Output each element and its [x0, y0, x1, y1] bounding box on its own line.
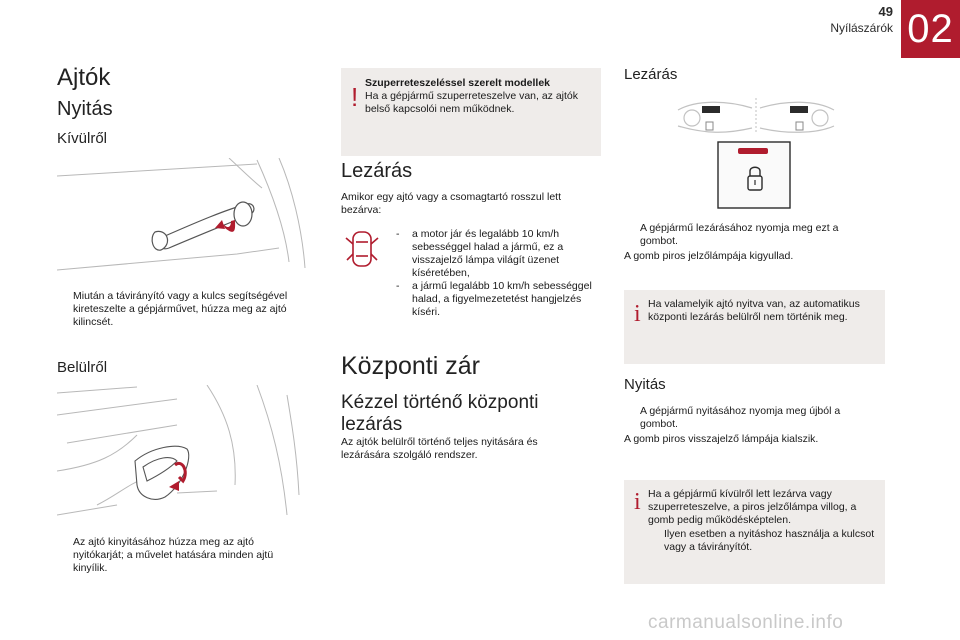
inside-bullet: [57, 536, 307, 575]
outside-handle-illustration: [57, 158, 307, 276]
bullet-icon: [624, 405, 634, 431]
bullet-icon: [57, 536, 67, 575]
watermark: carmanualsonline.info: [648, 612, 844, 633]
lock-condition-1: a motor jár és legalább 10 km/h sebességgel halad a jármű, ez a visszajelző lámpa világít üzenet kíséretében,: [412, 228, 564, 279]
info-icon: i: [634, 489, 641, 515]
inside-handle-illustration: [57, 385, 307, 520]
superlock-note-box: [341, 68, 601, 156]
bullet-icon: [57, 290, 67, 329]
lock-intro: Amikor egy ajtó vagy a csomagtartó rosszul lett bezárva:: [341, 191, 562, 216]
lock-bullet-text: A gépjármű lezárásához nyomja meg ezt a gombot.: [640, 222, 839, 247]
right-open-heading: Nyitás: [624, 376, 666, 393]
bullet-icon: [624, 222, 634, 248]
info-box-open-door: [624, 290, 885, 364]
info-box-superlock: [624, 480, 885, 584]
manual-lock-heading: Kézzel történő központi lezárás: [341, 392, 539, 435]
outside-bullet-text: Miután a távirányító vagy a kulcs segítségével kireteszelte a gépjárművet, húzza meg az ajtó kilincsét.: [73, 290, 288, 328]
subheading-inside: Belülről: [57, 359, 108, 376]
chapter-tab: 02: [901, 0, 960, 58]
manual-lock-text: Az ajtók belülről történő teljes nyitására és lezárására szolgáló rendszer.: [341, 436, 538, 461]
lock-conditions-list: [396, 228, 596, 319]
bullet-icon: [648, 528, 658, 554]
info-superlock-bullet-text: Ilyen esetben a nyitáshoz használja a kulcsot vagy a távirányítót.: [664, 528, 875, 553]
warning-icon: !: [351, 82, 359, 112]
open-bullet-text: A gépjármű nyitásához nyomja meg újból a gombot.: [640, 405, 841, 430]
lock-result-text: A gomb piros jelzőlámpája kigyullad.: [624, 250, 794, 262]
lock-condition-2: a jármű legalább 10 km/h sebességgel halad, a figyelmezetetést hangjelzés kíséri.: [412, 280, 592, 318]
info-icon: i: [634, 301, 641, 327]
dash-marker: -: [396, 280, 400, 292]
lock-bullet: [624, 222, 874, 248]
section-name: Nyílászárók: [830, 21, 893, 35]
info-superlock-bullet: [648, 528, 878, 554]
central-lock-button-illustration: [676, 96, 836, 211]
open-result-text: A gomb piros visszajelző lámpája kialszik.: [624, 433, 819, 445]
lock-heading: Lezárás: [341, 160, 413, 182]
inside-bullet-text: Az ajtó kinyitásához húzza meg az ajtó nyitókarját; a művelet hatására minden ajtü kinyílik.: [73, 536, 274, 574]
page-title: Ajtók: [57, 64, 111, 91]
note-title: Szuperreteszeléssel szerelt modellek: [365, 77, 551, 89]
info-superlock-text: Ha a gépjármű kívülről lett lezárva vagy szuperreteszelve, a piros jelzőlámpa villog, a gomb pedig működésképtelen.: [648, 488, 857, 526]
info-open-door-text: Ha valamelyik ajtó nyitva van, az automatikus központi lezárás belülről nem történik meg.: [648, 298, 860, 323]
list-item: [396, 228, 596, 280]
section-heading-opening: Nyitás: [57, 98, 113, 120]
list-item: [396, 280, 596, 319]
right-lock-heading: Lezárás: [624, 66, 678, 83]
outside-bullet: [57, 290, 307, 329]
subheading-outside: Kívülről: [57, 130, 108, 147]
note-text: Ha a gépjármű szuperreteszelve van, az ajtók belső kapcsolói nem működnek.: [365, 90, 579, 115]
door-open-warning-icon: [344, 228, 380, 272]
page-number: 49: [878, 4, 893, 19]
open-bullet: [624, 405, 874, 431]
central-lock-heading: Központi zár: [341, 352, 480, 380]
dash-marker: -: [396, 228, 400, 240]
